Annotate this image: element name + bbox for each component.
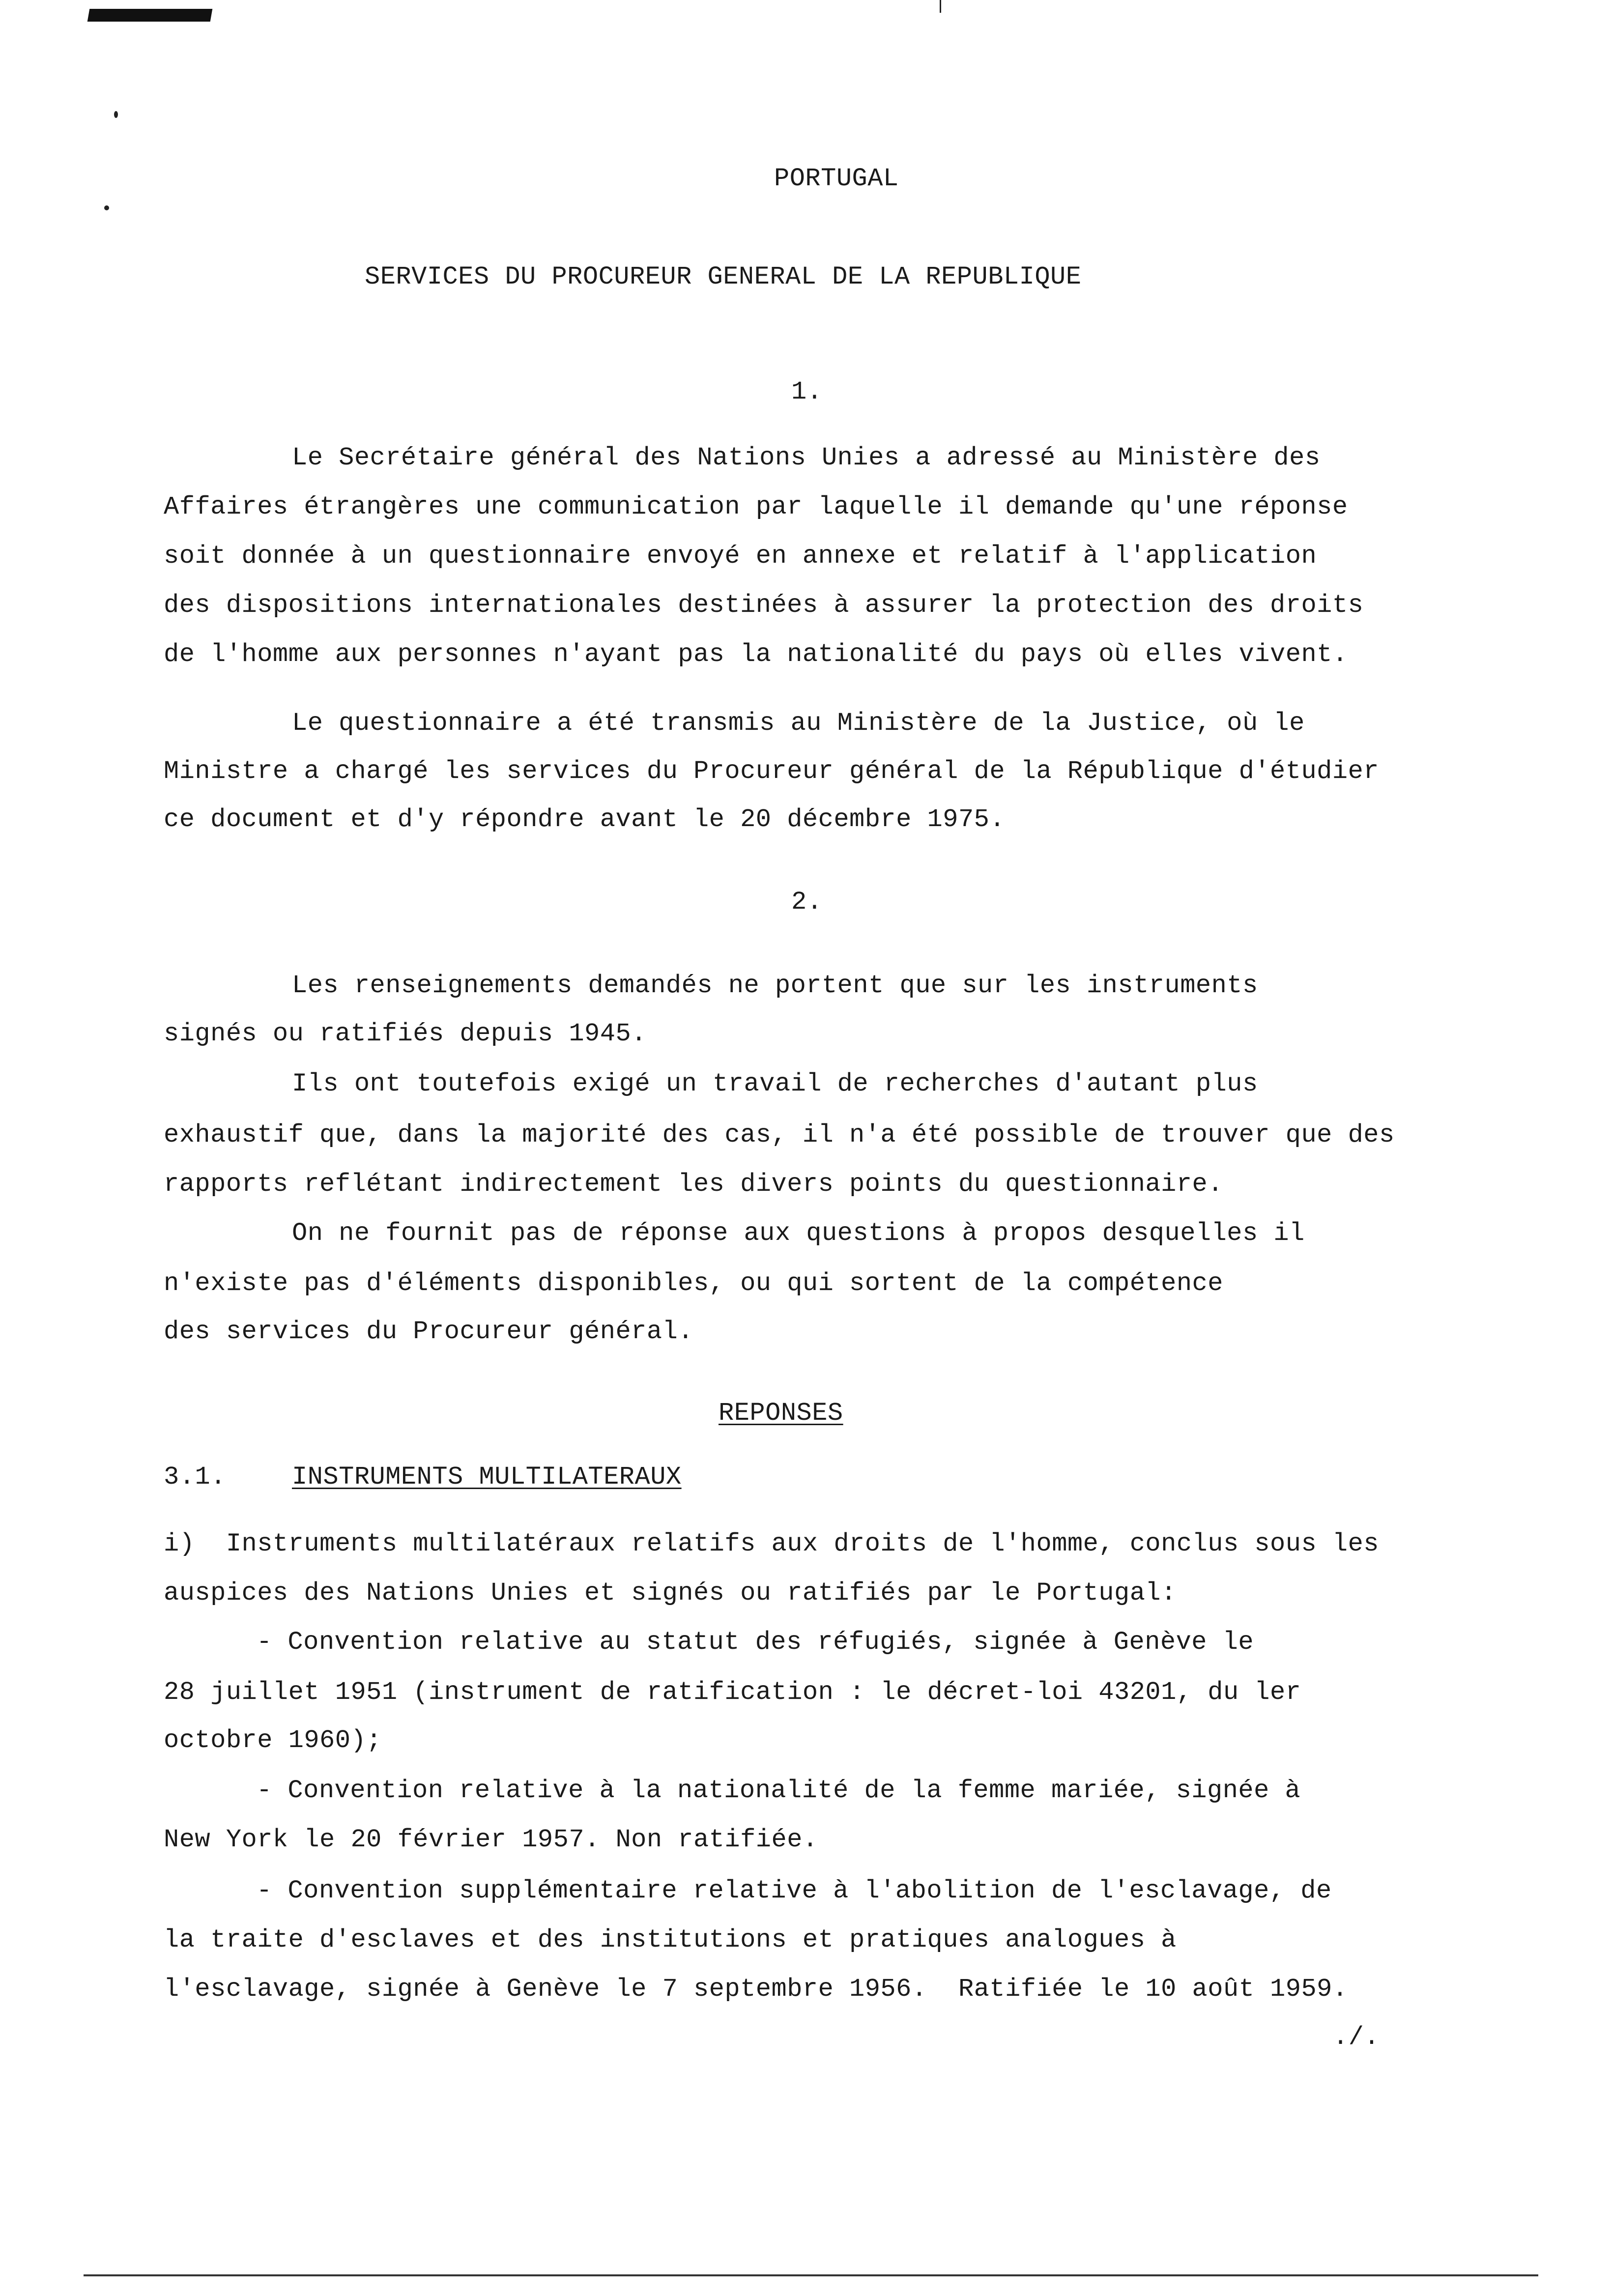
reponses-heading: REPONSES [719, 1399, 843, 1428]
s2-p1-line-1: Les renseignements demandés ne portent que sur les instruments [292, 971, 1258, 1000]
s1-p2-line-2: Ministre a chargé les services du Procureur général de la République d'étudier [164, 757, 1379, 786]
item-i-line-2: auspices des Nations Unies et signés ou ratifiés par le Portugal: [164, 1578, 1177, 1607]
s2-p3-line-3: des services du Procureur général. [164, 1317, 693, 1346]
s2-p1-line-2: signés ou ratifiés depuis 1945. [164, 1019, 647, 1048]
convention-1-line-3: octobre 1960); [164, 1726, 382, 1755]
convention-1-line-1: - Convention relative au statut des réfugiés, signée à Genève le [257, 1628, 1254, 1657]
s1-p2-line-3: ce document et d'y répondre avant le 20 décembre 1975. [164, 805, 1006, 834]
section-3-1-heading: INSTRUMENTS MULTILATERAUX [292, 1463, 682, 1492]
s1-p2-line-1: Le questionnaire a été transmis au Ministère de la Justice, où le [292, 709, 1305, 738]
s1-p1-line-2: Affaires étrangères une communication par laquelle il demande qu'une réponse [164, 492, 1348, 521]
section-1-number: 1. [791, 377, 823, 406]
s1-p1-line-5: de l'homme aux personnes n'ayant pas la nationalité du pays où elles vivent. [164, 640, 1348, 669]
convention-3-line-1: - Convention supplémentaire relative à l'abolition de l'esclavage, de [257, 1876, 1332, 1905]
convention-2-line-1: - Convention relative à la nationalité de la femme mariée, signée à [257, 1776, 1301, 1805]
convention-2-line-2: New York le 20 février 1957. Non ratifiée. [164, 1825, 818, 1854]
scan-bottom-edge [84, 2274, 1538, 2276]
section-2-number: 2. [791, 888, 823, 917]
office-title: SERVICES DU PROCUREUR GENERAL DE LA REPUBLIQUE [365, 262, 1082, 291]
s1-p1-line-1: Le Secrétaire général des Nations Unies a adressé au Ministère des [292, 443, 1321, 472]
scan-speck [940, 0, 941, 13]
convention-3-line-3: l'esclavage, signée à Genève le 7 septembre 1956. Ratifiée le 10 août 1959. [164, 1975, 1348, 2004]
section-3-1-number: 3.1. [164, 1463, 226, 1492]
continuation-mark: ./. [1333, 2023, 1380, 2052]
country-title: PORTUGAL [774, 164, 899, 193]
s1-p1-line-4: des dispositions internationales destinées à assurer la protection des droits [164, 591, 1364, 620]
s2-p3-line-2: n'existe pas d'éléments disponibles, ou qui sortent de la compétence [164, 1269, 1223, 1298]
scan-speck [104, 205, 109, 210]
scan-smudge [87, 9, 213, 22]
convention-1-line-2: 28 juillet 1951 (instrument de ratification : le décret-loi 43201, du ler [164, 1678, 1301, 1707]
s2-p2-line-2: exhaustif que, dans la majorité des cas, il n'a été possible de trouver que des [164, 1120, 1395, 1149]
scan-speck [114, 111, 118, 118]
item-i-line-1: i) Instruments multilatéraux relatifs aux droits de l'homme, conclus sous les [164, 1529, 1379, 1558]
s1-p1-line-3: soit donnée à un questionnaire envoyé en annexe et relatif à l'application [164, 542, 1317, 571]
convention-3-line-2: la traite d'esclaves et des institutions et pratiques analogues à [164, 1925, 1177, 1954]
s2-p2-line-1: Ils ont toutefois exigé un travail de recherches d'autant plus [292, 1069, 1258, 1098]
s2-p3-line-1: On ne fournit pas de réponse aux questions à propos desquelles il [292, 1219, 1305, 1248]
s2-p2-line-3: rapports reflétant indirectement les divers points du questionnaire. [164, 1170, 1223, 1199]
